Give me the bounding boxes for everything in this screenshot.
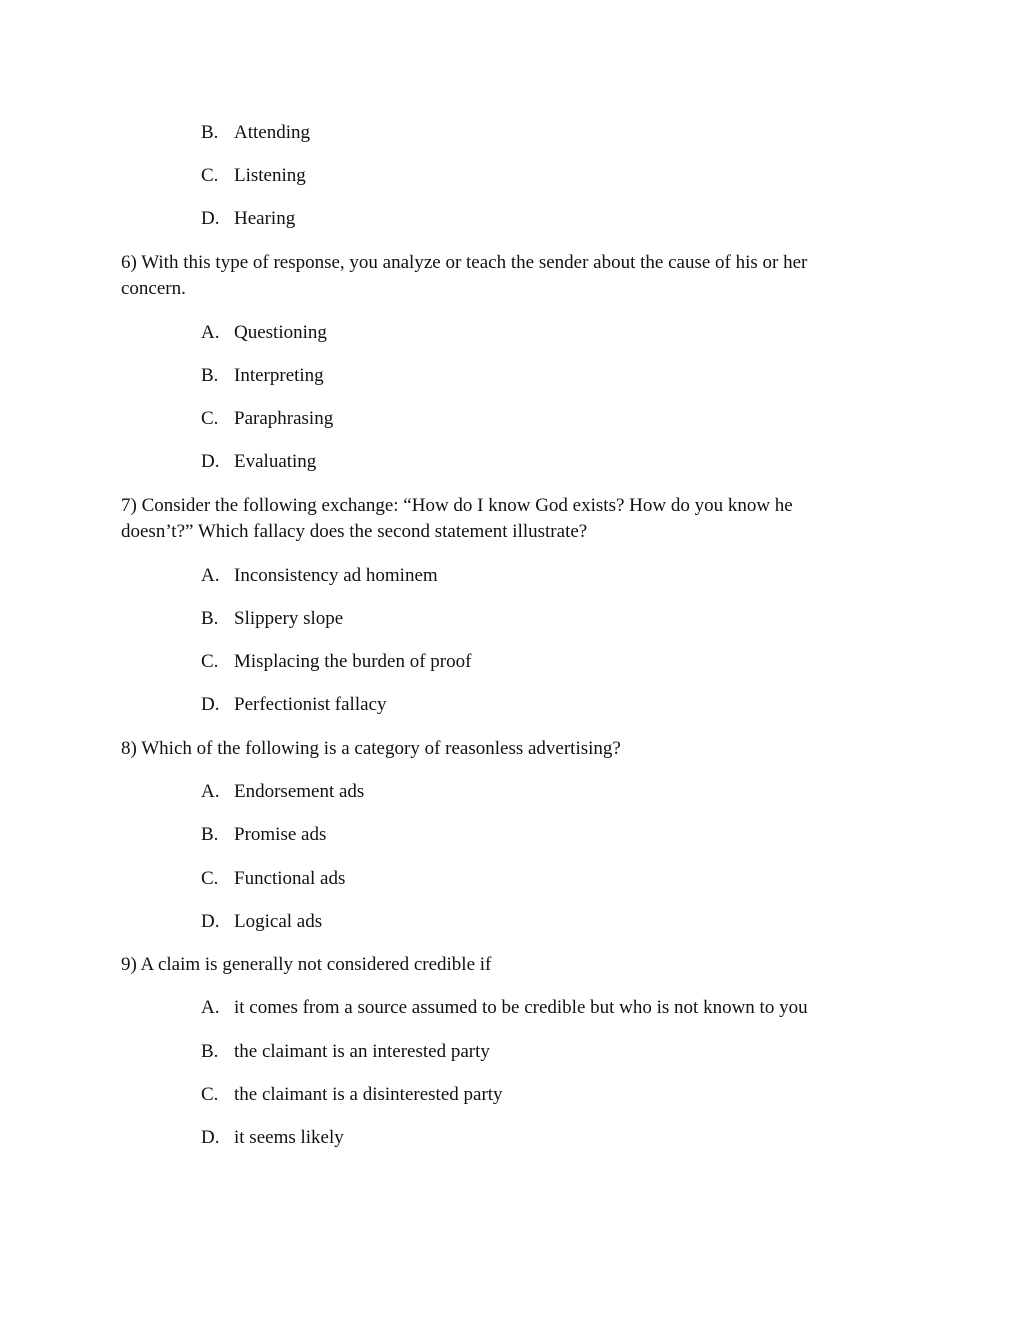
option-text: Inconsistency ad hominem [234,565,438,586]
option-text: Perfectionist fallacy [234,694,387,715]
question-9-option-a [201,998,808,1017]
option-text: it comes from a source assumed to be credible but who is not known to you [234,997,808,1018]
option-text: Listening [234,165,306,186]
option-letter: C. [201,1084,219,1105]
option-text: Attending [234,122,310,143]
question-9-line-1: 9) A claim is generally not considered credible if [121,954,492,975]
question-7-option-c [201,652,471,671]
option-letter: A. [201,781,220,802]
option-text: Paraphrasing [234,408,334,429]
option-text: the claimant is a disinterested party [234,1084,503,1105]
option-letter: C. [201,651,219,672]
option-letter: C. [201,408,219,429]
question-7-option-d [201,695,386,714]
question-6-option-b [201,366,324,385]
question-7-line-1: 7) Consider the following exchange: “How do I know God exists? How do you know he [121,495,793,516]
question-6-option-d [201,452,316,471]
option-letter: B. [201,824,219,845]
question-8-line-1: 8) Which of the following is a category of reasonless advertising? [121,738,621,759]
option-letter: A. [201,997,220,1018]
option-letter: D. [201,1127,220,1148]
question-6-line-1: 6) With this type of response, you analyze or teach the sender about the cause of his or her [121,252,808,273]
option-letter: A. [201,565,220,586]
question-9-option-d [201,1128,344,1147]
option-text: Functional ads [234,868,346,889]
option-letter: D. [201,451,220,472]
option-b-attending [201,123,310,142]
question-8-option-d [201,912,322,931]
option-letter: B. [201,122,219,143]
question-7-option-b [201,609,343,628]
option-letter: D. [201,208,220,229]
question-9-option-c [201,1085,503,1104]
option-text: Evaluating [234,451,317,472]
option-text: Promise ads [234,824,327,845]
option-text: Questioning [234,322,327,343]
option-letter: B. [201,365,219,386]
option-d-hearing [201,209,295,228]
option-letter: C. [201,165,219,186]
option-letter: D. [201,911,220,932]
option-text: it seems likely [234,1127,344,1148]
option-text: Endorsement ads [234,781,365,802]
question-8-option-a [201,782,364,801]
option-c-listening [201,166,306,185]
option-letter: B. [201,1041,219,1062]
question-6-option-a [201,323,327,342]
option-letter: D. [201,694,220,715]
question-9-option-b [201,1042,490,1061]
option-text: Misplacing the burden of proof [234,651,472,672]
question-7-option-a [201,566,438,585]
question-8-option-c [201,869,345,888]
option-letter: A. [201,322,220,343]
question-7-line-2: doesn’t?” Which fallacy does the second statement illustrate? [121,521,588,542]
question-8-option-b [201,825,326,844]
option-letter: B. [201,608,219,629]
option-text: Slippery slope [234,608,344,629]
option-text: the claimant is an interested party [234,1041,490,1062]
question-6-line-2: concern. [121,278,186,299]
option-letter: C. [201,868,219,889]
option-text: Hearing [234,208,296,229]
option-text: Logical ads [234,911,323,932]
option-text: Interpreting [234,365,324,386]
question-6-option-c [201,409,333,428]
